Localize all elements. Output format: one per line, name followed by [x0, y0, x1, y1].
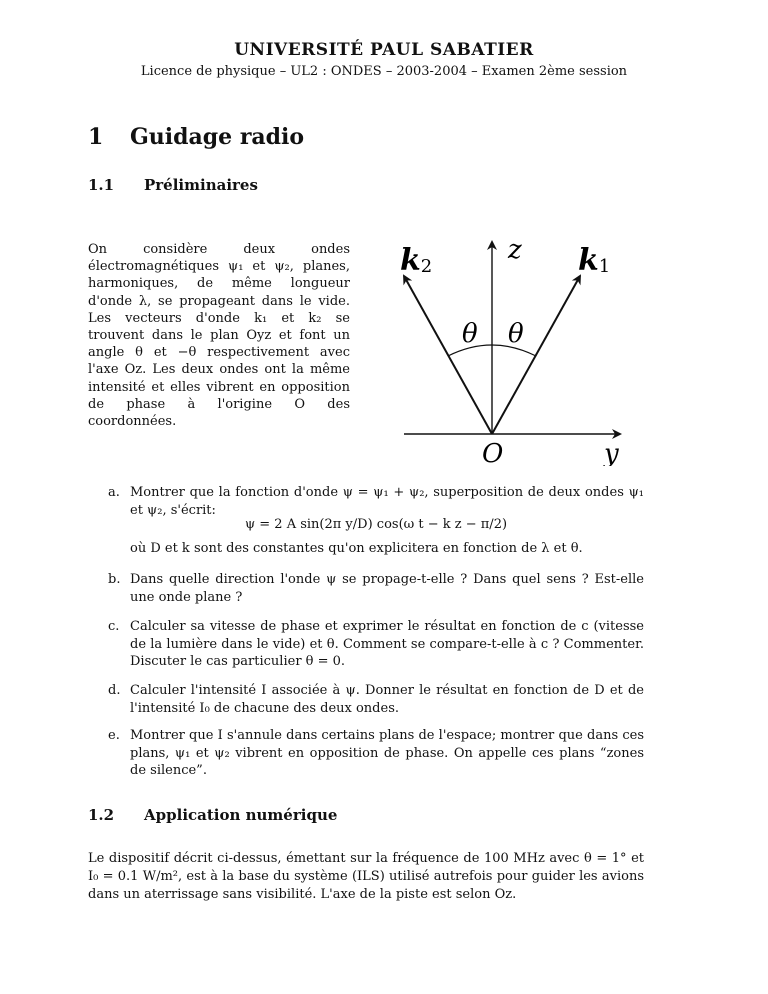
section-heading: [88, 124, 304, 150]
subsection-title: Application numérique: [144, 806, 338, 824]
question-d: [108, 682, 644, 717]
theta-left-label: θ: [462, 319, 478, 349]
intro-paragraph: On considère deux ondes électromagnétiques ψ₁ et ψ₂, planes, harmoniques, de même longueur d'onde λ, se propageant dans le vide. Les vecteurs d'onde k₁ et k₂ se trouvent dans le plan Oyz et font un angle θ et −θ respectivement avec l'axe Oz. Les deux ondes ont la même intensité et elles vibrent en opposition de phase à l'origine O des coordonnées.: [88, 242, 350, 430]
question-text: Dans quelle direction l'onde ψ se propage-t-elle ? Dans quel sens ? Est-elle une onde plane ?: [130, 572, 644, 605]
y-label: y: [604, 439, 619, 466]
question-text: Montrer que la fonction d'onde ψ = ψ₁ + ψ₂, superposition de deux ondes ψ₁ et ψ₂, s'écrit:: [130, 485, 644, 518]
exam-subtitle: Licence de physique – UL2 : ONDES – 2003-2004 – Examen 2ème session: [140, 64, 628, 79]
question-label: d.: [108, 683, 121, 698]
question-text: Calculer sa vitesse de phase et exprimer le résultat en fonction de c (vitesse de la lumière dans le vide) et θ. Comment se compare-t-elle à c ? Commenter. Discuter le cas particulier θ = 0.: [130, 619, 644, 669]
question-label: e.: [108, 728, 120, 743]
subsection-number: 1.1: [88, 176, 115, 194]
subsection-number: 1.2: [88, 806, 115, 824]
equation-note: où D et k sont des constantes qu'on explicitera en fonction de λ et θ.: [130, 541, 583, 556]
k2-label: k2: [400, 243, 433, 278]
question-text: Montrer que I s'annule dans certains plans de l'espace; montrer que dans ces plans, ψ₁ et ψ₂ vibrent en opposition de phase. On appelle ces plans “zones de silence”.: [130, 728, 644, 778]
section-title: Guidage radio: [130, 124, 305, 150]
k1-label: k1: [578, 243, 611, 278]
section-number: 1: [88, 124, 104, 150]
question-label: c.: [108, 619, 120, 634]
subsection-heading-preliminaires: [88, 176, 258, 194]
k1-vector: [492, 276, 580, 434]
question-text: Calculer l'intensité I associée à ψ. Donner le résultat en fonction de D et de l'intensité I₀ de chacune des deux ondes.: [130, 683, 644, 716]
subsection-title: Préliminaires: [144, 176, 258, 194]
theta-right-label: θ: [508, 319, 524, 349]
question-label: b.: [108, 572, 121, 587]
wave-equation: ψ = 2 A sin(2π y/D) cos(ω t − k z − π/2): [244, 517, 508, 532]
origin-label: O: [482, 439, 504, 466]
question-c: [108, 618, 644, 671]
question-e: [108, 727, 644, 780]
question-b: [108, 571, 644, 606]
question-a: [108, 484, 644, 519]
subsection-heading-application: [88, 806, 337, 824]
question-label: a.: [108, 485, 120, 500]
k2-vector: [404, 276, 492, 434]
wave-vector-diagram: [370, 226, 660, 466]
z-label: z: [508, 235, 522, 265]
numerical-application-paragraph: Le dispositif décrit ci-dessus, émettant sur la fréquence de 100 MHz avec θ = 1° et I₀ = 0.1 W/m², est à la base du système (ILS) utilisé autrefois pour guider les avions dans un aterrissage sans visibilité. L'axe de la piste est selon Oz.: [88, 851, 644, 902]
exam-title: UNIVERSITÉ PAUL SABATIER: [234, 40, 534, 60]
